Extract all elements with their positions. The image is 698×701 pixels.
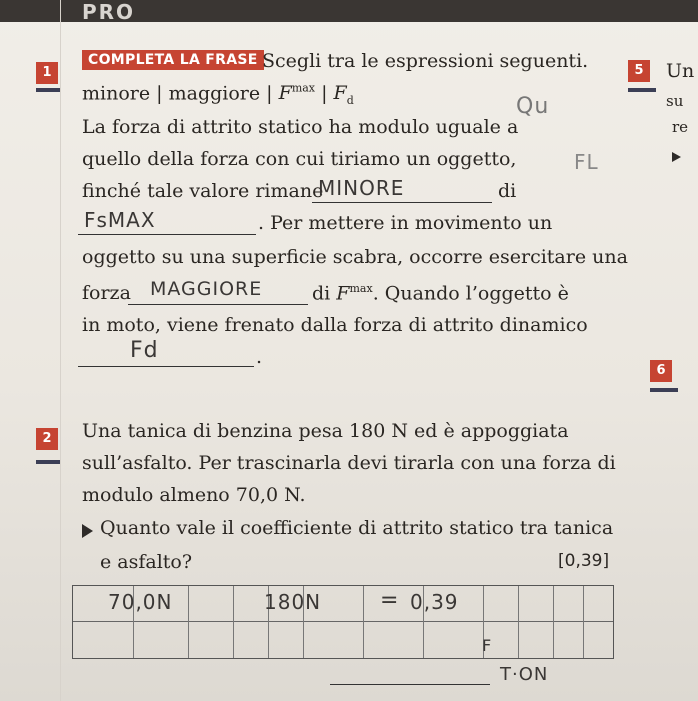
exercise-1-options: [82, 82, 354, 107]
grid-row-divider: [73, 621, 613, 622]
option-minore: minore: [82, 82, 151, 105]
option-fs: $F^{max}$: [278, 82, 316, 105]
exercise-1-line-3b: di: [498, 180, 517, 202]
exercise-2-answer: [0,39]: [558, 551, 610, 571]
hand-work-result: 0,39: [410, 590, 459, 614]
exercise-1-line-1: La forza di attrito statico ha modulo uguale a: [82, 116, 519, 138]
grid-col: [553, 586, 554, 658]
exercise-2-line-1: Una tanica di benzina pesa 180 N ed è appoggiata: [82, 420, 569, 442]
grid-col: [583, 586, 584, 658]
option-maggiore: maggiore: [168, 82, 261, 105]
exercise-2-question-2: e asfalto?: [100, 551, 193, 573]
exercise-1-line-6b: di $F^{max}$. Quando l’oggetto è: [312, 282, 569, 305]
answer-1: MINORE: [318, 176, 405, 200]
option-sep-2: |: [266, 82, 273, 105]
exercise-2-number: 2: [36, 428, 58, 450]
grid-col: [363, 586, 364, 658]
margin-line: [60, 0, 61, 701]
exercise-5-text-re: re: [672, 118, 689, 136]
exercise-5-number: 5: [628, 60, 650, 82]
exercise-1-line-8: .: [256, 346, 263, 368]
exercise-1-number: 1: [36, 62, 58, 84]
grid-col: [518, 586, 519, 658]
margin-note-2: FL: [574, 150, 599, 174]
answer-3: MAGGIORE: [150, 278, 263, 300]
exercise-1-tag: COMPLETA LA FRASE: [82, 50, 264, 70]
exercise-1-line-6a: forza: [82, 282, 131, 304]
exercise-1-instruction: Scegli tra le espressioni seguenti.: [262, 50, 589, 72]
exercise-2-difficulty-dash: [36, 460, 60, 464]
exercise-2-line-2: sull’asfalto. Per trascinarla devi tirarla con una forza di: [82, 452, 616, 474]
blank-2[interactable]: [78, 234, 256, 235]
exercise-1-line-4: . Per mettere in movimento un: [258, 212, 553, 234]
blank-4[interactable]: [78, 366, 254, 367]
blank-3[interactable]: [128, 304, 308, 305]
answer-2: FsMAX: [84, 208, 156, 232]
hand-work-2: 180N: [264, 590, 322, 614]
margin-note-1: Qu: [516, 94, 550, 119]
grid-col: [233, 586, 234, 658]
grid-col: [188, 586, 189, 658]
exercise-5-arrow-icon: [672, 152, 681, 162]
exercise-1-line-2: quello della forza con cui tiriamo un oggetto,: [82, 148, 517, 170]
top-band: [0, 0, 698, 22]
hand-line: [330, 684, 490, 685]
hand-work-eq: =: [380, 588, 400, 613]
header-fragment: PRO: [82, 0, 136, 24]
exercise-2-question-1: Quanto vale il coefficiente di attrito statico tra tanica: [100, 517, 614, 539]
answer-4: Fd: [130, 338, 159, 363]
question-arrow-icon: [82, 524, 93, 538]
exercise-1-difficulty-dash: [36, 88, 60, 92]
exercise-1-line-5: oggetto su una superficie scabra, occorre esercitare una: [82, 246, 628, 268]
blank-1[interactable]: [312, 202, 492, 203]
exercise-6-difficulty-dash: [650, 388, 678, 392]
exercise-2-line-3: modulo almeno 70,0 N.: [82, 484, 306, 506]
hand-work-below-2: T·ON: [500, 664, 549, 685]
hand-work-below: F: [482, 636, 493, 655]
option-fd: $F_d$: [333, 82, 354, 108]
exercise-5-difficulty-dash: [628, 88, 656, 92]
exercise-1-line-3a: finché tale valore rimane: [82, 180, 324, 202]
exercise-5-text-su: su: [666, 92, 684, 110]
exercise-1-line-7: in moto, viene frenato dalla forza di attrito dinamico: [82, 314, 588, 336]
option-sep-3: |: [321, 82, 328, 105]
exercise-6-number: 6: [650, 360, 672, 382]
hand-work-1: 70,0N: [108, 590, 173, 614]
option-sep-1: |: [156, 82, 163, 105]
exercise-5-text-un: Un: [666, 60, 695, 82]
